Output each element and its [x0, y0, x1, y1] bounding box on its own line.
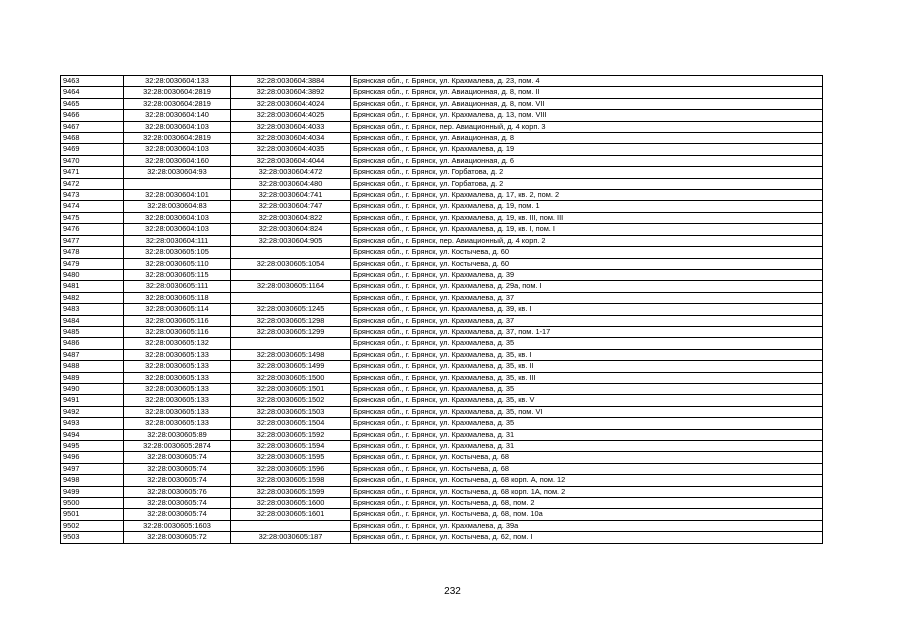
object-cadastral-number-cell: 32:28:0030604:4025 [231, 110, 351, 121]
row-number-cell: 9486 [61, 338, 124, 349]
parcel-cadastral-number-cell: 32:28:0030604:83 [124, 201, 231, 212]
table-row [61, 441, 823, 452]
address-cell: Брянская обл., г. Брянск, ул. Крахмалева, д. 35 [351, 338, 823, 349]
address-cell: Брянская обл., г. Брянск, ул. Костычева, д. 68 корп. А, пом. 12 [351, 475, 823, 486]
row-number-cell: 9480 [61, 269, 124, 280]
parcel-cadastral-number-cell: 32:28:0030605:116 [124, 326, 231, 337]
parcel-cadastral-number-cell [124, 178, 231, 189]
address-cell: Брянская обл., г. Брянск, ул. Крахмалева, д. 19, кв. I, пом. I [351, 224, 823, 235]
object-cadastral-number-cell [231, 338, 351, 349]
table-row [61, 76, 823, 87]
object-cadastral-number-cell: 32:28:0030605:1500 [231, 372, 351, 383]
address-cell: Брянская обл., г. Брянск, пер. Авиационный, д. 4 корп. 2 [351, 235, 823, 246]
table-row [61, 429, 823, 440]
parcel-cadastral-number-cell: 32:28:0030604:103 [124, 121, 231, 132]
table-row [61, 361, 823, 372]
object-cadastral-number-cell: 32:28:0030605:1596 [231, 463, 351, 474]
table-row [61, 201, 823, 212]
row-number-cell: 9497 [61, 463, 124, 474]
parcel-cadastral-number-cell: 32:28:0030604:103 [124, 144, 231, 155]
table-row [61, 178, 823, 189]
parcel-cadastral-number-cell: 32:28:0030605:133 [124, 361, 231, 372]
table-row [61, 155, 823, 166]
row-number-cell: 9482 [61, 292, 124, 303]
object-cadastral-number-cell: 32:28:0030604:4034 [231, 133, 351, 144]
table-row [61, 349, 823, 360]
address-cell: Брянская обл., г. Брянск, ул. Крахмалева, д. 19, пом. 1 [351, 201, 823, 212]
object-cadastral-number-cell: 32:28:0030605:1298 [231, 315, 351, 326]
address-cell: Брянская обл., г. Брянск, ул. Крахмалева, д. 35, кв. V [351, 395, 823, 406]
address-cell: Брянская обл., г. Брянск, ул. Костычева, д. 68, пом. 10а [351, 509, 823, 520]
address-cell: Брянская обл., г. Брянск, ул. Крахмалева, д. 37, пом. 1-17 [351, 326, 823, 337]
row-number-cell: 9481 [61, 281, 124, 292]
table-row [61, 338, 823, 349]
parcel-cadastral-number-cell: 32:28:0030605:133 [124, 395, 231, 406]
parcel-cadastral-number-cell: 32:28:0030605:115 [124, 269, 231, 280]
object-cadastral-number-cell: 32:28:0030605:1595 [231, 452, 351, 463]
row-number-cell: 9501 [61, 509, 124, 520]
address-cell: Брянская обл., г. Брянск, ул. Крахмалева, д. 35, кв. II [351, 361, 823, 372]
table-row [61, 532, 823, 543]
address-cell: Брянская обл., г. Брянск, ул. Крахмалева, д. 37 [351, 315, 823, 326]
address-cell: Брянская обл., г. Брянск, ул. Костычева, д. 68 [351, 452, 823, 463]
cadastral-table [60, 75, 823, 544]
parcel-cadastral-number-cell: 32:28:0030604:103 [124, 212, 231, 223]
table-row [61, 520, 823, 531]
table-row [61, 144, 823, 155]
row-number-cell: 9477 [61, 235, 124, 246]
row-number-cell: 9463 [61, 76, 124, 87]
parcel-cadastral-number-cell: 32:28:0030605:110 [124, 258, 231, 269]
parcel-cadastral-number-cell: 32:28:0030605:118 [124, 292, 231, 303]
address-cell: Брянская обл., г. Брянск, ул. Крахмалева, д. 23, пом. 4 [351, 76, 823, 87]
row-number-cell: 9472 [61, 178, 124, 189]
object-cadastral-number-cell: 32:28:0030605:1499 [231, 361, 351, 372]
row-number-cell: 9479 [61, 258, 124, 269]
table-row [61, 372, 823, 383]
table-row [61, 304, 823, 315]
row-number-cell: 9468 [61, 133, 124, 144]
table-row [61, 121, 823, 132]
table-row [61, 486, 823, 497]
object-cadastral-number-cell: 32:28:0030605:1600 [231, 498, 351, 509]
address-cell: Брянская обл., г. Брянск, ул. Костычева, д. 68, пом. 2 [351, 498, 823, 509]
object-cadastral-number-cell: 32:28:0030605:1054 [231, 258, 351, 269]
row-number-cell: 9494 [61, 429, 124, 440]
address-cell: Брянская обл., г. Брянск, ул. Костычева, д. 68 корп. 1А, пом. 2 [351, 486, 823, 497]
row-number-cell: 9476 [61, 224, 124, 235]
parcel-cadastral-number-cell: 32:28:0030604:101 [124, 190, 231, 201]
object-cadastral-number-cell: 32:28:0030605:1498 [231, 349, 351, 360]
parcel-cadastral-number-cell: 32:28:0030604:103 [124, 224, 231, 235]
address-cell: Брянская обл., г. Брянск, ул. Крахмалева, д. 39 [351, 269, 823, 280]
address-cell: Брянская обл., г. Брянск, ул. Авиационная, д. 6 [351, 155, 823, 166]
page-number: 232 [444, 586, 461, 597]
parcel-cadastral-number-cell: 32:28:0030605:1603 [124, 520, 231, 531]
parcel-cadastral-number-cell: 32:28:0030605:114 [124, 304, 231, 315]
address-cell: Брянская обл., г. Брянск, ул. Крахмалева, д. 19 [351, 144, 823, 155]
row-number-cell: 9470 [61, 155, 124, 166]
address-cell: Брянская обл., г. Брянск, ул. Авиационная, д. 8, пом. VII [351, 98, 823, 109]
parcel-cadastral-number-cell: 32:28:0030605:133 [124, 349, 231, 360]
table-row [61, 452, 823, 463]
parcel-cadastral-number-cell: 32:28:0030605:132 [124, 338, 231, 349]
address-cell: Брянская обл., г. Брянск, ул. Крахмалева, д. 35, кв. I [351, 349, 823, 360]
row-number-cell: 9469 [61, 144, 124, 155]
row-number-cell: 9478 [61, 247, 124, 258]
table-row [61, 418, 823, 429]
address-cell: Брянская обл., г. Брянск, ул. Крахмалева, д. 13, пом. VIII [351, 110, 823, 121]
table-row [61, 224, 823, 235]
address-cell: Брянская обл., г. Брянск, ул. Крахмалева, д. 29а, пом. I [351, 281, 823, 292]
object-cadastral-number-cell [231, 292, 351, 303]
parcel-cadastral-number-cell: 32:28:0030605:74 [124, 498, 231, 509]
row-number-cell: 9493 [61, 418, 124, 429]
object-cadastral-number-cell: 32:28:0030604:4033 [231, 121, 351, 132]
parcel-cadastral-number-cell: 32:28:0030605:133 [124, 418, 231, 429]
address-cell: Брянская обл., г. Брянск, ул. Костычева, д. 68 [351, 463, 823, 474]
table-row [61, 463, 823, 474]
object-cadastral-number-cell: 32:28:0030604:3884 [231, 76, 351, 87]
object-cadastral-number-cell: 32:28:0030605:1501 [231, 383, 351, 394]
parcel-cadastral-number-cell: 32:28:0030605:133 [124, 372, 231, 383]
object-cadastral-number-cell: 32:28:0030604:4035 [231, 144, 351, 155]
object-cadastral-number-cell: 32:28:0030605:1503 [231, 406, 351, 417]
address-cell: Брянская обл., г. Брянск, ул. Крахмалева, д. 39, кв. I [351, 304, 823, 315]
address-cell: Брянская обл., г. Брянск, ул. Авиационная, д. 8, пом. II [351, 87, 823, 98]
parcel-cadastral-number-cell: 32:28:0030605:116 [124, 315, 231, 326]
object-cadastral-number-cell: 32:28:0030605:1598 [231, 475, 351, 486]
parcel-cadastral-number-cell: 32:28:0030604:2819 [124, 87, 231, 98]
table-row [61, 498, 823, 509]
table-body [61, 76, 823, 544]
row-number-cell: 9475 [61, 212, 124, 223]
table-row [61, 87, 823, 98]
parcel-cadastral-number-cell: 32:28:0030605:133 [124, 406, 231, 417]
parcel-cadastral-number-cell: 32:28:0030605:74 [124, 509, 231, 520]
table-row [61, 167, 823, 178]
object-cadastral-number-cell: 32:28:0030604:747 [231, 201, 351, 212]
table-row [61, 383, 823, 394]
address-cell: Брянская обл., г. Брянск, ул. Горбатова, д. 2 [351, 167, 823, 178]
object-cadastral-number-cell: 32:28:0030604:4024 [231, 98, 351, 109]
parcel-cadastral-number-cell: 32:28:0030605:133 [124, 383, 231, 394]
object-cadastral-number-cell: 32:28:0030605:187 [231, 532, 351, 543]
parcel-cadastral-number-cell: 32:28:0030605:2874 [124, 441, 231, 452]
table-row [61, 395, 823, 406]
row-number-cell: 9474 [61, 201, 124, 212]
object-cadastral-number-cell: 32:28:0030604:822 [231, 212, 351, 223]
object-cadastral-number-cell: 32:28:0030604:4044 [231, 155, 351, 166]
row-number-cell: 9499 [61, 486, 124, 497]
row-number-cell: 9492 [61, 406, 124, 417]
address-cell: Брянская обл., г. Брянск, ул. Костычева, д. 60 [351, 258, 823, 269]
address-cell: Брянская обл., г. Брянск, ул. Крахмалева, д. 35 [351, 418, 823, 429]
parcel-cadastral-number-cell: 32:28:0030605:76 [124, 486, 231, 497]
address-cell: Брянская обл., г. Брянск, ул. Авиационная, д. 8 [351, 133, 823, 144]
parcel-cadastral-number-cell: 32:28:0030604:140 [124, 110, 231, 121]
parcel-cadastral-number-cell: 32:28:0030604:133 [124, 76, 231, 87]
table-row [61, 235, 823, 246]
row-number-cell: 9503 [61, 532, 124, 543]
row-number-cell: 9471 [61, 167, 124, 178]
address-cell: Брянская обл., г. Брянск, ул. Крахмалева, д. 31 [351, 429, 823, 440]
row-number-cell: 9465 [61, 98, 124, 109]
row-number-cell: 9489 [61, 372, 124, 383]
row-number-cell: 9467 [61, 121, 124, 132]
object-cadastral-number-cell [231, 247, 351, 258]
object-cadastral-number-cell: 32:28:0030605:1601 [231, 509, 351, 520]
object-cadastral-number-cell [231, 269, 351, 280]
parcel-cadastral-number-cell: 32:28:0030605:74 [124, 475, 231, 486]
address-cell: Брянская обл., г. Брянск, ул. Крахмалева, д. 35 [351, 383, 823, 394]
object-cadastral-number-cell: 32:28:0030604:824 [231, 224, 351, 235]
address-cell: Брянская обл., г. Брянск, ул. Крахмалева, д. 17, кв. 2, пом. 2 [351, 190, 823, 201]
address-cell: Брянская обл., г. Брянск, ул. Горбатова, д. 2 [351, 178, 823, 189]
row-number-cell: 9491 [61, 395, 124, 406]
object-cadastral-number-cell: 32:28:0030605:1599 [231, 486, 351, 497]
parcel-cadastral-number-cell: 32:28:0030605:111 [124, 281, 231, 292]
table-row [61, 315, 823, 326]
object-cadastral-number-cell: 32:28:0030605:1504 [231, 418, 351, 429]
table-row [61, 281, 823, 292]
object-cadastral-number-cell: 32:28:0030605:1299 [231, 326, 351, 337]
table-row [61, 292, 823, 303]
table-row [61, 247, 823, 258]
parcel-cadastral-number-cell: 32:28:0030605:74 [124, 452, 231, 463]
object-cadastral-number-cell: 32:28:0030604:3892 [231, 87, 351, 98]
address-cell: Брянская обл., г. Брянск, ул. Костычева, д. 60 [351, 247, 823, 258]
address-cell: Брянская обл., г. Брянск, ул. Крахмалева, д. 37 [351, 292, 823, 303]
object-cadastral-number-cell: 32:28:0030605:1164 [231, 281, 351, 292]
address-cell: Брянская обл., г. Брянск, ул. Крахмалева, д. 39а [351, 520, 823, 531]
parcel-cadastral-number-cell: 32:28:0030604:2819 [124, 133, 231, 144]
address-cell: Брянская обл., г. Брянск, пер. Авиационный, д. 4 корп. 3 [351, 121, 823, 132]
object-cadastral-number-cell [231, 520, 351, 531]
table-row [61, 258, 823, 269]
row-number-cell: 9483 [61, 304, 124, 315]
table-row [61, 98, 823, 109]
row-number-cell: 9496 [61, 452, 124, 463]
row-number-cell: 9484 [61, 315, 124, 326]
object-cadastral-number-cell: 32:28:0030604:905 [231, 235, 351, 246]
row-number-cell: 9502 [61, 520, 124, 531]
table-row [61, 326, 823, 337]
address-cell: Брянская обл., г. Брянск, ул. Костычева, д. 62, пом. I [351, 532, 823, 543]
parcel-cadastral-number-cell: 32:28:0030605:74 [124, 463, 231, 474]
parcel-cadastral-number-cell: 32:28:0030604:93 [124, 167, 231, 178]
parcel-cadastral-number-cell: 32:28:0030605:89 [124, 429, 231, 440]
row-number-cell: 9464 [61, 87, 124, 98]
table-row [61, 475, 823, 486]
row-number-cell: 9498 [61, 475, 124, 486]
row-number-cell: 9488 [61, 361, 124, 372]
row-number-cell: 9485 [61, 326, 124, 337]
table-row [61, 133, 823, 144]
table-row [61, 406, 823, 417]
row-number-cell: 9466 [61, 110, 124, 121]
object-cadastral-number-cell: 32:28:0030604:480 [231, 178, 351, 189]
address-cell: Брянская обл., г. Брянск, ул. Крахмалева, д. 35, пом. VI [351, 406, 823, 417]
object-cadastral-number-cell: 32:28:0030605:1592 [231, 429, 351, 440]
row-number-cell: 9487 [61, 349, 124, 360]
address-cell: Брянская обл., г. Брянск, ул. Крахмалева, д. 31 [351, 441, 823, 452]
parcel-cadastral-number-cell: 32:28:0030605:72 [124, 532, 231, 543]
row-number-cell: 9473 [61, 190, 124, 201]
object-cadastral-number-cell: 32:28:0030605:1245 [231, 304, 351, 315]
parcel-cadastral-number-cell: 32:28:0030604:111 [124, 235, 231, 246]
object-cadastral-number-cell: 32:28:0030604:472 [231, 167, 351, 178]
parcel-cadastral-number-cell: 32:28:0030605:105 [124, 247, 231, 258]
table-row [61, 212, 823, 223]
object-cadastral-number-cell: 32:28:0030605:1502 [231, 395, 351, 406]
parcel-cadastral-number-cell: 32:28:0030604:2819 [124, 98, 231, 109]
row-number-cell: 9495 [61, 441, 124, 452]
address-cell: Брянская обл., г. Брянск, ул. Крахмалева, д. 35, кв. III [351, 372, 823, 383]
row-number-cell: 9500 [61, 498, 124, 509]
parcel-cadastral-number-cell: 32:28:0030604:160 [124, 155, 231, 166]
table-row [61, 509, 823, 520]
table-row [61, 269, 823, 280]
object-cadastral-number-cell: 32:28:0030604:741 [231, 190, 351, 201]
address-cell: Брянская обл., г. Брянск, ул. Крахмалева, д. 19, кв. III, пом. III [351, 212, 823, 223]
object-cadastral-number-cell: 32:28:0030605:1594 [231, 441, 351, 452]
table-row [61, 190, 823, 201]
row-number-cell: 9490 [61, 383, 124, 394]
table-row [61, 110, 823, 121]
